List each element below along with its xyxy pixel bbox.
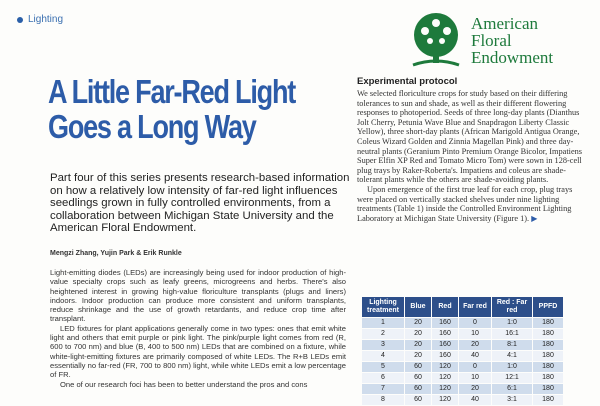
title-line-1: A Little Far-Red Light bbox=[48, 73, 296, 110]
table-cell: 4 bbox=[362, 351, 404, 361]
continue-arrow-icon: ▶ bbox=[531, 213, 538, 223]
table-row bbox=[362, 340, 563, 350]
table-cell: 10 bbox=[459, 373, 491, 383]
table-cell: 120 bbox=[432, 373, 458, 383]
table-cell: 40 bbox=[459, 351, 491, 361]
body-paragraph: Light-emitting diodes (LEDs) are increasingly being used for indoor production of high-value specialty crops such as leafy greens, microgreens and herbs. There's also heightened interest in growing high-value floriculture transplants (plugs and liners) indoors. Indoor production can produce more consistent and uniform transplants, reduce shrinkage and the use of growth retardants, and reduce crop time after transplant. bbox=[50, 268, 346, 324]
logo-line-1: American bbox=[471, 13, 539, 33]
protocol-paragraph-1: We selected floriculture crops for study based on their differing tolerances to sun and shade, as well as their different flowering responses to photoperiod. Seeds of three long-day plants (Dianthus Jolt Cherry, Petunia Wave Blue and Snapdragon Liberty Classic Yellow), three short-day plants (African Marigold Antigua Orange, Coleus Wizard Golden and Zinnia Magellan Pink) and three day-neutral plants (Geranium Pinto Premium Orange Bicolor, Impatiens Super Elfin XP Red and Tomato Micro Tom) were sown in 128-cell plug trays by Raker-Roberta's. Impatiens and coleus are shade-tolerant plants while the others are shade-avoiding plants. bbox=[357, 89, 583, 185]
table-cell: 6:1 bbox=[492, 384, 532, 394]
header-lighting-treatment: Lighting treatment bbox=[362, 297, 404, 317]
table-cell: 1:0 bbox=[492, 318, 532, 328]
section-tag bbox=[17, 14, 63, 25]
table-cell: 20 bbox=[405, 318, 431, 328]
table-cell: 160 bbox=[432, 329, 458, 339]
protocol-heading: Experimental protocol bbox=[357, 76, 458, 87]
table-cell: 20 bbox=[405, 329, 431, 339]
table-cell: 16:1 bbox=[492, 329, 532, 339]
article-title bbox=[48, 73, 296, 145]
table-cell: 20 bbox=[405, 351, 431, 361]
table-cell: 120 bbox=[432, 362, 458, 372]
table-cell: 60 bbox=[405, 373, 431, 383]
table-cell: 0 bbox=[459, 362, 491, 372]
logo-line-3: Endowment bbox=[471, 47, 554, 67]
header-blue: Blue bbox=[405, 297, 431, 317]
table-cell: 4:1 bbox=[492, 351, 532, 361]
table-cell: 8 bbox=[362, 395, 404, 405]
table-header-row bbox=[362, 297, 563, 317]
table-cell: 180 bbox=[533, 329, 563, 339]
table-cell: 3 bbox=[362, 340, 404, 350]
header-red-far-red: Red : Far red bbox=[492, 297, 532, 317]
table-row bbox=[362, 373, 563, 383]
table-cell: 60 bbox=[405, 362, 431, 372]
table-cell: 180 bbox=[533, 384, 563, 394]
body-paragraph: LED fixtures for plant applications generally come in two types: ones that emit white light and others that emit purple or pink light. The pink/purple light comes from red (R, 600 to 700 nm) and blue (B, 400 to 500 nm) LEDs that are combined on a fixture, while white-light-emitting fixtures are primarily composed of white LEDs. The R+B LEDs emit essentially no far-red (FR, 700 to 800 nm) light, while white LEDs emit a low percentage of FR. bbox=[50, 323, 346, 380]
body-paragraph: One of our research foci has been to better understand the pros and cons bbox=[60, 379, 308, 389]
protocol-paragraph-2: Upon emergence of the first true leaf for each crop, plug trays were placed on vertically stacked shelves under nine lighting treatments (Table 1) inside the Controlled Environment Lighting Laboratory at Michigan State University (Figure 1). ▶ bbox=[357, 184, 573, 223]
table-cell: 5 bbox=[362, 362, 404, 372]
table-cell: 7 bbox=[362, 384, 404, 394]
table-cell: 180 bbox=[533, 351, 563, 361]
body-left-column bbox=[50, 268, 346, 389]
header-far-red: Far red bbox=[459, 297, 491, 317]
table-cell: 20 bbox=[405, 340, 431, 350]
lighting-treatment-table bbox=[361, 296, 564, 406]
table-cell: 6 bbox=[362, 373, 404, 383]
table-cell: 10 bbox=[459, 329, 491, 339]
table-cell: 160 bbox=[432, 318, 458, 328]
table-cell: 20 bbox=[459, 340, 491, 350]
authors-byline: Mengzi Zhang, Yujin Park & Erik Runkle bbox=[50, 250, 182, 257]
table-row bbox=[362, 318, 563, 328]
table-cell: 120 bbox=[432, 384, 458, 394]
right-column bbox=[357, 76, 583, 223]
american-floral-endowment-logo bbox=[405, 8, 595, 72]
header-red: Red bbox=[432, 297, 458, 317]
table-row bbox=[362, 395, 563, 405]
table-cell: 60 bbox=[405, 384, 431, 394]
table-cell: 120 bbox=[432, 395, 458, 405]
table-cell: 8:1 bbox=[492, 340, 532, 350]
table-cell: 160 bbox=[432, 351, 458, 361]
table-cell: 180 bbox=[533, 373, 563, 383]
table-cell: 160 bbox=[432, 340, 458, 350]
table-row bbox=[362, 351, 563, 361]
table-cell: 20 bbox=[459, 384, 491, 394]
table-row bbox=[362, 384, 563, 394]
section-label: Lighting bbox=[28, 14, 64, 25]
logo-line-2: Floral bbox=[471, 30, 512, 50]
table-row bbox=[362, 329, 563, 339]
table-cell: 2 bbox=[362, 329, 404, 339]
table-cell: 3:1 bbox=[492, 395, 532, 405]
header-ppfd: PPFD bbox=[533, 297, 563, 317]
title-line-2: Goes a Long Way bbox=[48, 108, 256, 145]
tree-icon bbox=[405, 11, 467, 69]
table-row bbox=[362, 362, 563, 372]
table-cell: 1 bbox=[362, 318, 404, 328]
table-cell: 0 bbox=[459, 318, 491, 328]
table-cell: 40 bbox=[459, 395, 491, 405]
table-cell: 180 bbox=[533, 340, 563, 350]
intro-paragraph: Part four of this series presents research-based information on how a relatively low intensity of far-red light influences seedlings grown in fully controlled environments, from a collaboration between Michigan State University and the American Floral Endowment. bbox=[50, 172, 350, 235]
table-cell: 180 bbox=[533, 395, 563, 405]
table-cell: 1:0 bbox=[492, 362, 532, 372]
table-cell: 60 bbox=[405, 395, 431, 405]
table-cell: 180 bbox=[533, 318, 563, 328]
table-cell: 12:1 bbox=[492, 373, 532, 383]
table-cell: 180 bbox=[533, 362, 563, 372]
bullet-icon bbox=[17, 17, 23, 23]
